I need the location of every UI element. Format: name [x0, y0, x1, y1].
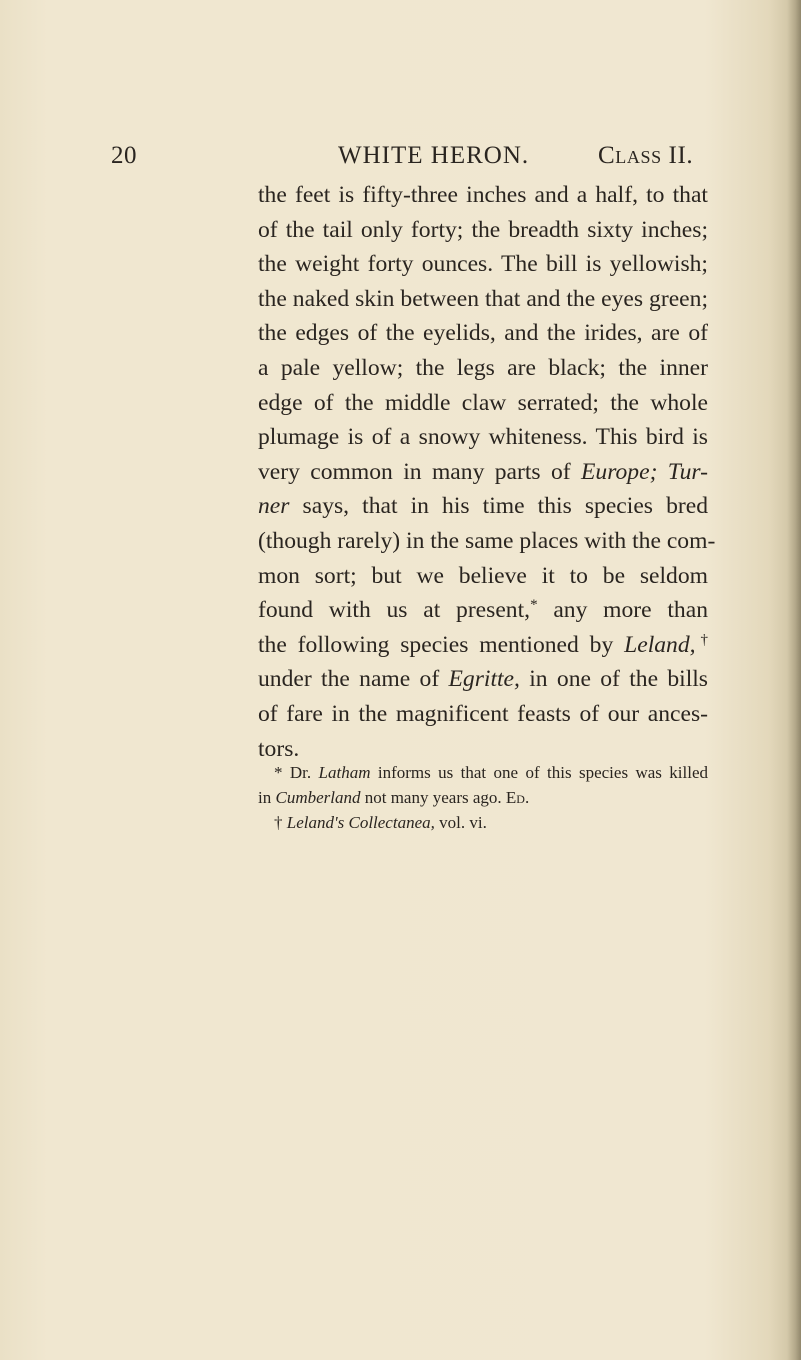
text-line: (though rarely) in the same places with the com- — [258, 527, 716, 554]
italic-author-name: ner — [258, 493, 290, 520]
italic-term: Egritte, — [448, 666, 520, 693]
text-line: ner says, that in his time this species bred — [258, 493, 708, 520]
running-title: WHITE HERON. — [338, 142, 530, 169]
italic-author-name: Leland, — [624, 631, 696, 658]
text-line: of the tail only forty; the breadth sixty inches; — [258, 216, 708, 243]
text-line: found with us at present,* any more than — [258, 597, 708, 624]
text-line: tors. — [258, 735, 300, 762]
footnote-marker: * — [530, 597, 538, 614]
footnote: † Leland's Collectanea, vol. vi. — [274, 813, 487, 832]
body-text — [258, 178, 716, 766]
page-edge-shadow — [787, 0, 801, 1360]
text-line: plumage is of a snowy whiteness. This bird is — [258, 424, 708, 451]
footnote-marker: † — [274, 813, 283, 832]
text-line: under the name of Egritte, in one of the bills — [258, 666, 708, 693]
footnote-continuation: in Cumberland not many years ago. Ed. — [258, 788, 530, 807]
text-line: the edges of the eyelids, and the irides, are of — [258, 320, 708, 347]
text-line: the following species mentioned by Leland,† — [258, 631, 709, 658]
text-line: the feet is fifty-three inches and a half, to that — [258, 182, 708, 208]
footnote: * Dr. Latham informs us that one of this species was killed — [274, 763, 708, 782]
footnotes — [258, 760, 708, 835]
text-line: the naked skin between that and the eyes green; — [258, 285, 708, 312]
footnote-marker: * — [274, 763, 283, 782]
italic-place-name: Europe; Tur- — [581, 458, 708, 485]
page-number: 20 — [111, 142, 137, 169]
text-line: a pale yellow; the legs are black; the inner — [258, 354, 708, 381]
text-line: the weight forty ounces. The bill is yellowish; — [258, 251, 708, 278]
class-label: Class II. — [598, 142, 694, 169]
text-line: mon sort; but we believe it to be seldom — [258, 562, 708, 589]
text-line: very common in many parts of Europe; Tur- — [258, 458, 708, 485]
page-header — [0, 142, 801, 178]
text-line: of fare in the magnificent feasts of our ances- — [258, 700, 708, 727]
text-line: edge of the middle claw serrated; the whole — [258, 389, 708, 416]
footnote-marker: † — [695, 631, 709, 648]
